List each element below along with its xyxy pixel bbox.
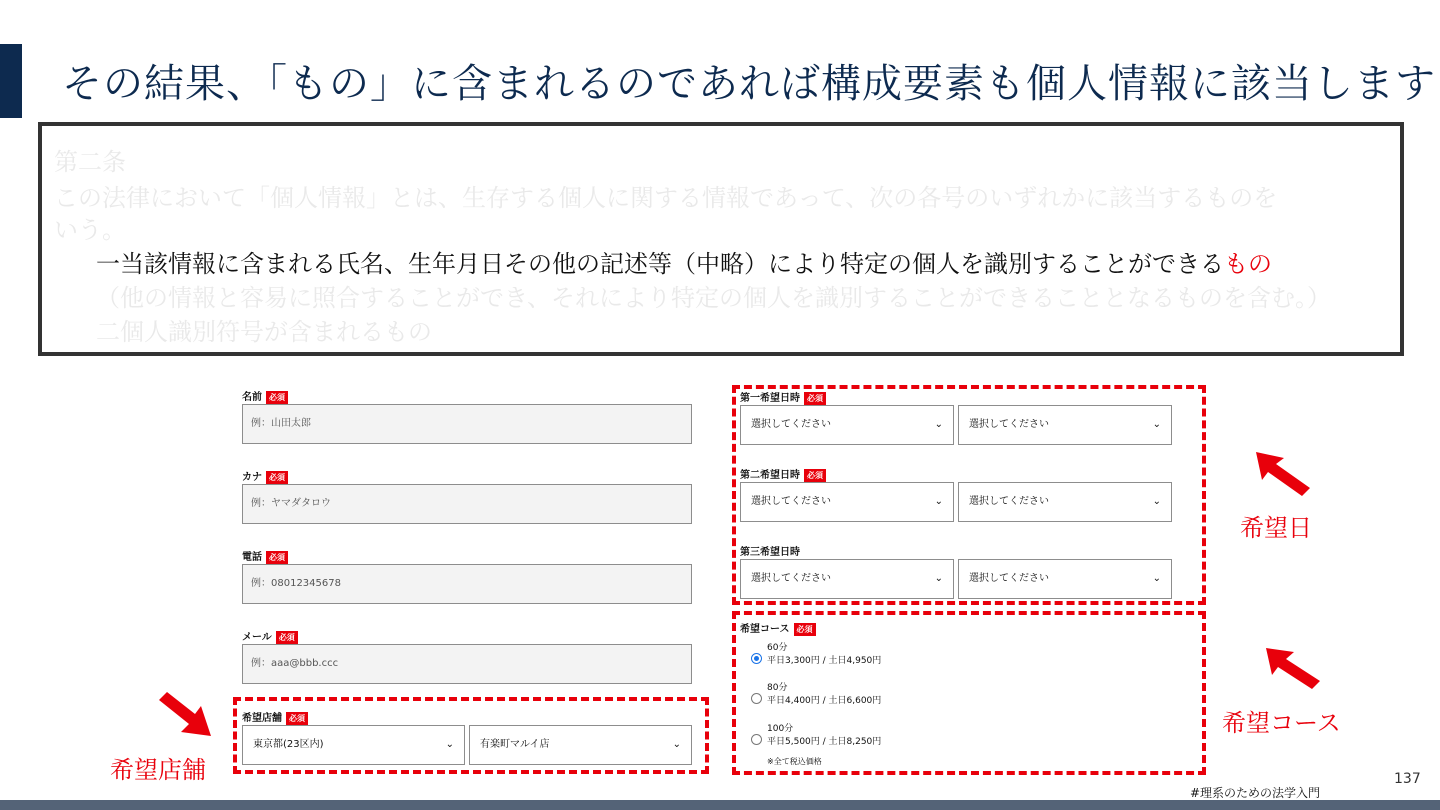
store-label: 希望店舗 必須 [242, 709, 308, 725]
arrow-icon [1262, 644, 1324, 692]
chevron-down-icon: ⌄ [1152, 573, 1161, 584]
store-shop-select[interactable]: 有楽町マルイ店 ⌄ [469, 725, 692, 765]
footer-bar [0, 800, 1440, 810]
course-highlight-box [732, 611, 1206, 775]
email-label: メール 必須 [242, 628, 298, 644]
chevron-down-icon: ⌄ [1152, 419, 1161, 430]
date3-label: 第三希望日時 [740, 547, 800, 558]
date1-date-select[interactable]: 選択してください ⌄ [740, 405, 954, 445]
law-item1-highlight: もの [1224, 250, 1272, 278]
required-badge: 必須 [266, 391, 288, 404]
law-definition-line2: いう。 [54, 216, 126, 244]
arrow-icon [155, 690, 217, 742]
chevron-down-icon: ⌄ [672, 739, 681, 750]
date2-date-select[interactable]: 選択してください ⌄ [740, 482, 954, 522]
phone-input[interactable]: 例：08012345678 [242, 564, 692, 604]
arrow-icon [1250, 448, 1314, 498]
law-item1-main: 一当該情報に含まれる氏名、生年月日その他の記述等（中略）により特定の個人を識別することができる [96, 250, 1224, 278]
name-input[interactable]: 例：山田太郎 [242, 404, 692, 444]
date3-time-select[interactable]: 選択してください ⌄ [958, 559, 1172, 599]
slide-title: その結果、「もの」に含まれるのであれば構成要素も個人情報に該当します [62, 61, 1436, 107]
store-highlight-box [233, 697, 709, 774]
course-option-60: 60分 平日3,300円 / 土日4,950円 [767, 643, 882, 666]
course-option-100: 100分 平日5,500円 / 土日8,250円 [767, 724, 882, 747]
kana-label: カナ 必須 [242, 468, 288, 484]
hashtag: #理系のための法学入門 [1190, 786, 1321, 800]
law-definition-line1: この法律において「個人情報」とは、生存する個人に関する情報であって、次の各号のいずれかに該当するものを [54, 184, 1278, 212]
required-badge: 必須 [266, 551, 288, 564]
course-label: 希望コース 必須 [740, 620, 816, 636]
required-badge: 必須 [276, 631, 298, 644]
chevron-down-icon: ⌄ [934, 496, 943, 507]
course-tax-note: ※全て税込価格 [767, 757, 822, 766]
date2-label: 第二希望日時 必須 [740, 466, 826, 482]
store-area-select[interactable]: 東京都(23区内) ⌄ [242, 725, 465, 765]
date1-time-select[interactable]: 選択してください ⌄ [958, 405, 1172, 445]
email-input[interactable]: 例：aaa@bbb.ccc [242, 644, 692, 684]
phone-label: 電話 必須 [242, 548, 288, 564]
required-badge: 必須 [804, 392, 826, 405]
kana-input[interactable]: 例：ヤマダタロウ [242, 484, 692, 524]
law-item1 [96, 244, 1272, 279]
chevron-down-icon: ⌄ [934, 419, 943, 430]
chevron-down-icon: ⌄ [934, 573, 943, 584]
law-article: 第二条 [54, 148, 126, 176]
required-badge: 必須 [266, 471, 288, 484]
date2-time-select[interactable]: 選択してください ⌄ [958, 482, 1172, 522]
law-text-box [38, 122, 1404, 356]
store-annotation: 希望店舗 [110, 756, 206, 784]
required-badge: 必須 [286, 712, 308, 725]
law-item2: 二個人識別符号が含まれるもの [96, 318, 432, 346]
required-badge: 必須 [794, 623, 816, 636]
name-label: 名前 必須 [242, 388, 288, 404]
law-item1-continuation: （他の情報と容易に照合することができ、それにより特定の個人を識別することができることとなるものを含む。） [96, 284, 1332, 312]
course-annotation: 希望コース [1222, 709, 1341, 737]
date-annotation: 希望日 [1240, 514, 1312, 542]
chevron-down-icon: ⌄ [445, 739, 454, 750]
title-accent-bar [0, 44, 22, 118]
page-number: 137 [1394, 771, 1421, 787]
required-badge: 必須 [804, 469, 826, 482]
date-highlight-box [732, 385, 1206, 605]
date3-date-select[interactable]: 選択してください ⌄ [740, 559, 954, 599]
date1-label: 第一希望日時 必須 [740, 389, 826, 405]
chevron-down-icon: ⌄ [1152, 496, 1161, 507]
course-option-80: 80分 平日4,400円 / 土日6,600円 [767, 683, 882, 706]
